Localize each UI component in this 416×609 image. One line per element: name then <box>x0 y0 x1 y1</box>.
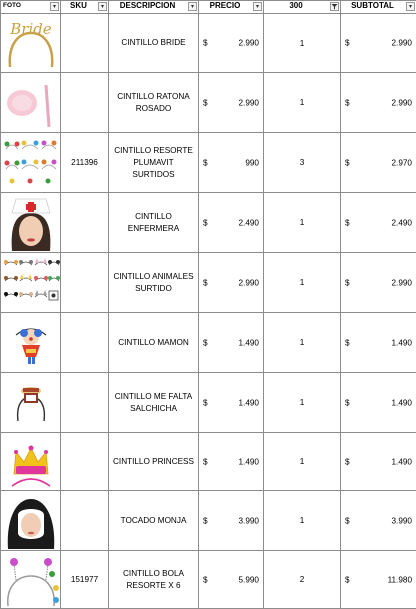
quantity-cell: 1 <box>264 73 341 133</box>
filter-dropdown-icon[interactable]: ▾ <box>406 2 415 11</box>
table-row <box>1 133 416 193</box>
subtotal-cell <box>341 133 416 193</box>
subtotal-value: 2.990 <box>392 278 413 287</box>
filter-dropdown-icon[interactable]: ▾ <box>98 2 107 11</box>
description-cell: CINTILLO ANIMALES SURTIDO <box>109 253 199 313</box>
subtotal-value: 1.490 <box>392 457 413 466</box>
currency-symbol: $ <box>203 218 208 227</box>
filter-dropdown-icon[interactable]: ▾ <box>253 2 262 11</box>
subtotal-value: 2.990 <box>392 39 413 48</box>
description-cell: CINTILLO BOLA RESORTE X 6 <box>109 551 199 609</box>
photo-cell <box>1 491 61 551</box>
photo-cell <box>1 373 61 433</box>
photo-cell <box>1 313 61 373</box>
subtotal-value: 1.490 <box>392 398 413 407</box>
price-value: 2.490 <box>239 218 260 227</box>
price-value: 990 <box>245 158 259 167</box>
table-row <box>1 373 416 433</box>
quantity-cell: 1 <box>264 14 341 73</box>
price-value: 5.990 <box>239 575 260 584</box>
price-cell <box>199 253 264 313</box>
price-cell <box>199 491 264 551</box>
currency-symbol: $ <box>345 457 350 466</box>
princess-crown-headband-icon <box>2 434 60 490</box>
price-value: 1.490 <box>239 398 260 407</box>
quantity-cell: 1 <box>264 433 341 491</box>
description-cell: CINTILLO ME FALTA SALCHICHA <box>109 373 199 433</box>
currency-symbol: $ <box>345 338 350 347</box>
price-value: 1.490 <box>239 457 260 466</box>
quantity-cell: 1 <box>264 193 341 253</box>
photo-cell <box>1 73 61 133</box>
description-cell: TOCADO MONJA <box>109 491 199 551</box>
bobble-headbands-assorted-icon <box>2 135 60 191</box>
subtotal-cell <box>341 313 416 373</box>
table-row <box>1 253 416 313</box>
subtotal-value: 3.990 <box>392 516 413 525</box>
header-row <box>1 1 416 14</box>
quantity-cell: 1 <box>264 313 341 373</box>
quantity-cell: 1 <box>264 373 341 433</box>
currency-symbol: $ <box>345 278 350 287</box>
table-row <box>1 551 416 609</box>
table-row <box>1 193 416 253</box>
svg-text:Bride: Bride <box>9 20 52 38</box>
description-cell: CINTILLO MAMON <box>109 313 199 373</box>
header-precio-label: PRECIO <box>199 1 251 10</box>
currency-symbol: $ <box>345 575 350 584</box>
sku-cell <box>61 253 109 313</box>
subtotal-value: 2.970 <box>392 158 413 167</box>
currency-symbol: $ <box>345 39 350 48</box>
price-cell <box>199 14 264 73</box>
currency-symbol: $ <box>203 516 208 525</box>
currency-symbol: $ <box>203 575 208 584</box>
photo-cell <box>1 193 61 253</box>
subtotal-cell <box>341 551 416 609</box>
sku-cell: 211396 <box>61 133 109 193</box>
price-value: 1.490 <box>239 338 260 347</box>
currency-symbol: $ <box>345 516 350 525</box>
nun-veil-icon <box>2 493 60 549</box>
price-cell <box>199 73 264 133</box>
photo-cell <box>1 551 61 609</box>
currency-symbol: $ <box>203 338 208 347</box>
description-cell: CINTILLO ENFERMERA <box>109 193 199 253</box>
filter-active-icon[interactable] <box>330 2 339 11</box>
photo-cell <box>1 14 61 73</box>
clown-headband-icon <box>2 315 60 371</box>
sku-cell <box>61 14 109 73</box>
currency-symbol: $ <box>203 457 208 466</box>
header-descripcion-label: DESCRIPCION <box>109 1 186 10</box>
subtotal-cell <box>341 491 416 551</box>
bride-tiara-headband-icon <box>2 15 60 71</box>
nurse-cap-icon <box>2 195 60 251</box>
subtotal-value: 1.490 <box>392 338 413 347</box>
subtotal-cell <box>341 73 416 133</box>
subtotal-value: 11.980 <box>388 575 412 584</box>
header-descripcion <box>109 1 199 14</box>
quantity-cell: 1 <box>264 253 341 313</box>
table-row <box>1 433 416 491</box>
currency-symbol: $ <box>345 158 350 167</box>
header-subtotal-label: SUBTOTAL <box>341 1 404 10</box>
photo-cell <box>1 133 61 193</box>
price-cell <box>199 551 264 609</box>
sausage-headband-icon <box>2 375 60 431</box>
price-cell <box>199 433 264 491</box>
subtotal-cell <box>341 373 416 433</box>
filter-dropdown-icon[interactable]: ▾ <box>50 2 59 11</box>
sku-cell <box>61 491 109 551</box>
sku-cell <box>61 433 109 491</box>
currency-symbol: $ <box>345 98 350 107</box>
price-value: 2.990 <box>239 98 260 107</box>
price-cell <box>199 193 264 253</box>
sku-cell <box>61 73 109 133</box>
price-value: 2.990 <box>239 39 260 48</box>
subtotal-cell <box>341 253 416 313</box>
subtotal-cell <box>341 433 416 491</box>
header-sku <box>61 1 109 14</box>
sku-cell: 151977 <box>61 551 109 609</box>
description-cell: CINTILLO RATONA ROSADO <box>109 73 199 133</box>
header-sku-label: SKU <box>61 1 96 10</box>
currency-symbol: $ <box>203 39 208 48</box>
table-row <box>1 14 416 73</box>
price-cell <box>199 373 264 433</box>
sku-cell <box>61 373 109 433</box>
animal-ears-assorted-icon <box>2 255 60 311</box>
currency-symbol: $ <box>203 278 208 287</box>
description-cell: CINTILLO PRINCESS <box>109 433 199 491</box>
price-cell <box>199 313 264 373</box>
header-precio <box>199 1 264 14</box>
filter-dropdown-icon[interactable]: ▾ <box>188 2 197 11</box>
subtotal-value: 2.990 <box>392 98 413 107</box>
quantity-cell: 1 <box>264 491 341 551</box>
currency-symbol: $ <box>345 398 350 407</box>
currency-symbol: $ <box>203 98 208 107</box>
price-cell <box>199 133 264 193</box>
table-row <box>1 313 416 373</box>
header-cantidad-label: 300 <box>264 1 328 10</box>
sku-cell <box>61 313 109 373</box>
mouse-ears-headband-icon <box>2 75 60 131</box>
sku-cell <box>61 193 109 253</box>
price-value: 2.990 <box>239 278 260 287</box>
header-cantidad <box>264 1 341 14</box>
quantity-cell: 2 <box>264 551 341 609</box>
description-cell: CINTILLO RESORTE PLUMAVIT SURTIDOS <box>109 133 199 193</box>
subtotal-cell <box>341 193 416 253</box>
quantity-cell: 3 <box>264 133 341 193</box>
description-cell: CINTILLO BRIDE <box>109 14 199 73</box>
table-row <box>1 73 416 133</box>
subtotal-cell <box>341 14 416 73</box>
currency-symbol: $ <box>345 218 350 227</box>
currency-symbol: $ <box>203 158 208 167</box>
header-foto-label: FOTO <box>3 2 21 9</box>
price-value: 3.990 <box>239 516 260 525</box>
table-row <box>1 491 416 551</box>
spring-ball-headband-icon <box>2 552 60 608</box>
subtotal-value: 2.490 <box>392 218 413 227</box>
photo-cell <box>1 253 61 313</box>
currency-symbol: $ <box>203 398 208 407</box>
header-subtotal <box>341 1 416 14</box>
photo-cell <box>1 433 61 491</box>
header-foto <box>1 1 61 14</box>
